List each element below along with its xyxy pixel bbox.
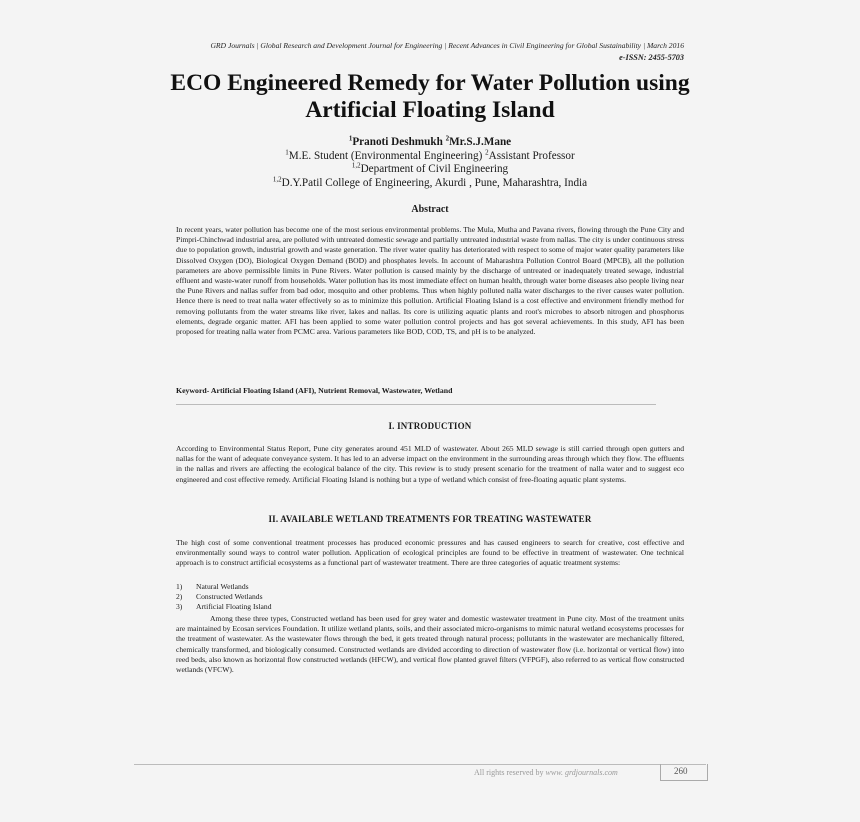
footer-rule bbox=[134, 764, 706, 765]
introduction-text: According to Environmental Status Report, Pune city generates around 451 MLD of wastewater. About 265 MLD sewage is still carried through open gutters and nallas for the want of adequate conveyance system. It has led to an adverse impact on the environment in the surrounding areas through which they flow. The effluents in the nallas and rivers are affecting the ecological balance of the city. This review is to study present scenario for the treatment of nalla water and to suggest eco engineered and cost effective remedy. Artificial Floating Island is nothing but a type of wetland which consist of free-floating aquatic plant systems. bbox=[176, 444, 684, 484]
journal-header bbox=[210, 40, 684, 64]
copyright-notice: All rights reserved by www. grdjournals.com bbox=[474, 768, 618, 777]
author-names: $^1$Pranoti Deshmukh $^2$Mr.S.J.Mane bbox=[348, 134, 512, 148]
constructed-wetland-text: Among these three types, Constructed wetland has been used for grey water and domestic wastewater treatment in Pune city. Most of the treatment units are maintained by Ecosan services Foundation. It utilize wetland plants, soils, and their associated micro-organisms to mimic natural wetland ecosystems processes for the treatment of wastewater. As the wastewater flows through the bed, it gets treated through natural process; pollutants in the wastewater are mechanically filtered, chemically transformed, and biologically consumed. Constructed wetlands are divided according to direction of wastewater flow (i.e. horizontal or vertical flow) into reed beds, also known as horizontal flow constructed wetlands (HFCW), and vertical flow planted gravel filters (VFPGF), also referred to as vertical flow constructed wetlands (VFCW). bbox=[176, 614, 684, 675]
affiliation-role: $^1$M.E. Student (Environmental Engineering) $^2$Assistant Professor bbox=[285, 147, 575, 162]
section-heading-introduction: I. INTRODUCTION bbox=[388, 421, 472, 431]
abstract-heading: Abstract bbox=[411, 204, 449, 215]
paper-title: ECO Engineered Remedy for Water Pollution using Artificial Floating Island bbox=[170, 70, 690, 123]
list-item: 1) Natural Wetlands bbox=[176, 582, 249, 591]
affiliation-department: $^{1,2}$Department of Civil Engineering bbox=[351, 161, 509, 176]
section-divider bbox=[176, 404, 656, 405]
journal-website-link[interactable]: www. grdjournals.com bbox=[545, 768, 618, 777]
list-item: 2) Constructed Wetlands bbox=[176, 592, 263, 602]
list-item: 3) Artificial Floating Island bbox=[176, 602, 272, 612]
treatment-categories-list bbox=[176, 582, 272, 613]
section-heading-wetland-treatments: II. AVAILABLE WETLAND TREATMENTS FOR TREATING WASTEWATER bbox=[268, 514, 592, 524]
page-number: 260 bbox=[674, 766, 688, 776]
author-block bbox=[160, 136, 700, 190]
journal-info: GRD Journals | Global Research and Development Journal for Engineering | Recent Advances in Civil Engineering for Global Sustainability | March 2016 bbox=[210, 41, 684, 50]
wetland-treatments-text: The high cost of some conventional treatment processes has produced economic pressures and has caused engineers to search for creative, cost effective and environmentally sound ways to control water pollution. Application of ecological principles are found to be effective in treatment of wastewater. One technical approach is to construct artificial ecosystems as a functional part of wastewater treatment. There are three categories of aquatic treatment systems: bbox=[176, 538, 684, 568]
issn: e-ISSN: 2455-5703 bbox=[619, 53, 684, 62]
abstract-text: In recent years, water pollution has become one of the most serious environmental problems. The Mula, Mutha and Pavana rivers, flowing through the Pune City and Pimpri-Chinchwad industrial area, are polluted with untreated domestic sewage and partially untreated industrial waste from nallas. The city is under continuous stress due to population growth, industrial growth and waste generation. The river water quality has deteriorated with respect to some of major water quality parameters like Dissolved Oxygen (DO), Biological Oxygen Demand (BOD) and phosphates levels. In account of Maharashtra Pollution Control Board (MPCB), all the pollution parameters are above permissible limits in Pune Rivers. Water pollution is caused mainly by the discharge of untreated or inadequately treated sewage, industrial effluent and waste-water runoff from households. Water pollution has its most immediate effect on human health, through water borne diseases also people living near the Pune Rivers and nallas suffer from bad odor, mosquito and other problems. Thus when highly polluted nalla water discharges to the river causes water pollution. Hence there is need to treat nalla water effectively so as to minimize this pollution. Artificial Floating Island is a cost effective and environment friendly method for removing pollutants from the water streams like river, lakes and nallas. Its core is utilizing aquatic plants and root's microbes to absorb nitrogen and phosphorus elements, degrade organic matter. AFI has been applied to some water pollution control projects and has got several achievements. In this study, AFI has been proposed for treating nalla water from PCMC area. Various parameters like BOD, COD, TS, and pH is to be analyzed. bbox=[176, 225, 684, 337]
affiliation-college: $^{1,2}$D.Y.Patil College of Engineering, Akurdi , Pune, Maharashtra, India bbox=[272, 175, 588, 189]
keywords: Keyword- Artificial Floating Island (AFI), Nutrient Removal, Wastewater, Wetland bbox=[176, 386, 453, 395]
